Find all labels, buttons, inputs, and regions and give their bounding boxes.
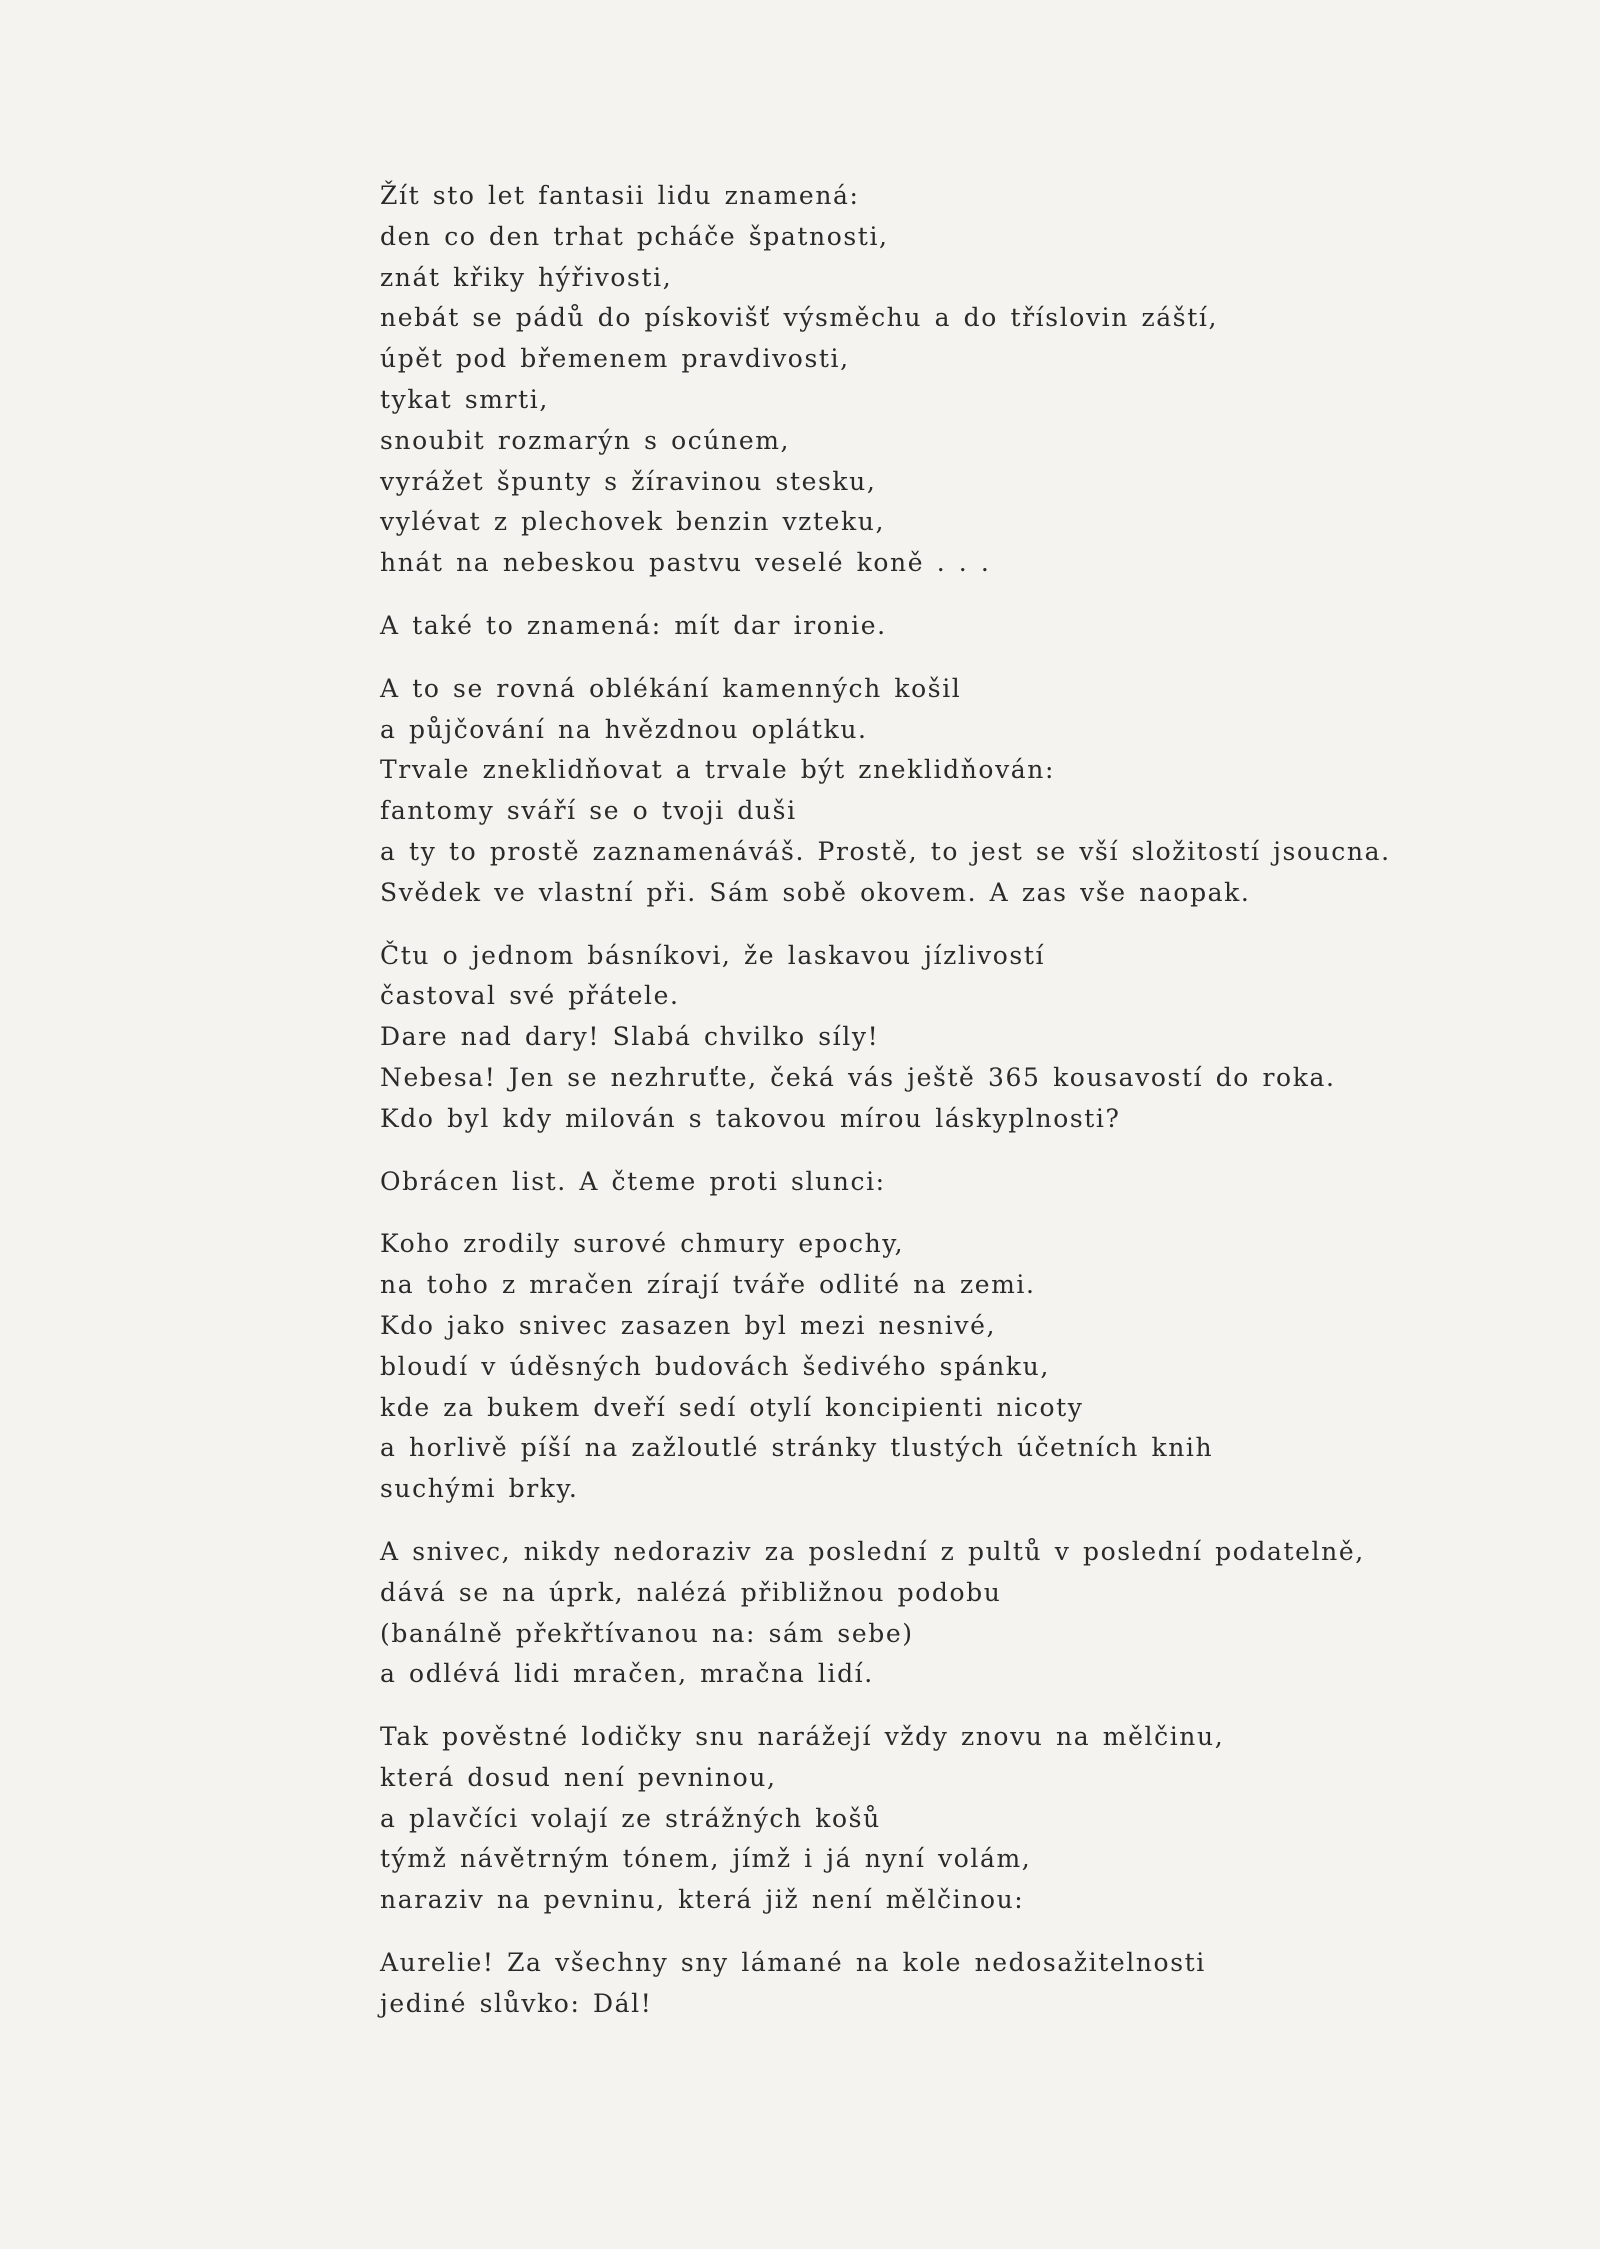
poem-line: týmž návětrným tónem, jímž i já nyní volám, xyxy=(380,1844,1032,1874)
poem-line: den co den trhat pcháče špatnosti, xyxy=(380,221,889,251)
poem-line: Obrácen list. A čteme proti slunci: xyxy=(380,1166,886,1196)
poem-line: Nebesa! Jen se nezhruťte, čeká vás ještě 365 kousavostí do roka. xyxy=(380,1062,1336,1092)
poem-line: Koho zrodily surové chmury epochy, xyxy=(380,1229,905,1259)
poem-line: dává se na úprk, nalézá přibližnou podobu xyxy=(380,1577,1002,1607)
poem-line: snoubit rozmarýn s ocúnem, xyxy=(380,425,791,455)
poem-line: znát křiky hýřivosti, xyxy=(380,262,673,292)
stanza xyxy=(380,176,1510,584)
stanza xyxy=(380,1224,1510,1510)
poem-line: Trvale zneklidňovat a trvale být zneklidňován: xyxy=(380,755,1056,785)
poem-line: A také to znamená: mít dar ironie. xyxy=(380,610,887,640)
poem-line: častoval své přátele. xyxy=(380,981,680,1011)
poem-line: Svědek ve vlastní při. Sám sobě okovem. A zas vše naopak. xyxy=(380,877,1251,907)
poem-line: fantomy sváří se o tvoji duši xyxy=(380,796,797,826)
poem-line: a ty to prostě zaznamenáváš. Prostě, to jest se vší složitostí jsoucna. xyxy=(380,836,1391,866)
poem-line: bloudí v úděsných budovách šedivého spánku, xyxy=(380,1351,1050,1381)
stanza xyxy=(380,1532,1510,1695)
poem-line: na toho z mračen zírají tváře odlité na zemi. xyxy=(380,1270,1036,1300)
poem-line: tykat smrti, xyxy=(380,384,549,414)
poem-line: (banálně překřtívanou na: sám sebe) xyxy=(380,1618,914,1648)
poem-line: naraziv na pevninu, která již není mělčinou: xyxy=(380,1885,1025,1915)
poem-line: hnát na nebeskou pastvu veselé koně . . . xyxy=(380,548,991,578)
poem-line: a horlivě píší na zažloutlé stránky tlustých účetních knih xyxy=(380,1433,1214,1463)
poem-line: Dare nad dary! Slabá chvilko síly! xyxy=(380,1022,880,1052)
poem-line: úpět pod břemenem pravdivosti, xyxy=(380,344,850,374)
poem-line: Kdo jako snivec zasazen byl mezi nesnivé, xyxy=(380,1310,997,1340)
poem-text xyxy=(380,176,1510,2047)
poem-line: vyrážet špunty s žíravinou stesku, xyxy=(380,466,877,496)
poem-line: a plavčíci volají ze strážných košů xyxy=(380,1803,881,1833)
stanza xyxy=(380,1162,1510,1203)
stanza xyxy=(380,936,1510,1140)
poem-line: suchými brky. xyxy=(380,1474,579,1504)
stanza xyxy=(380,606,1510,647)
poem-line: nebát se pádů do pískovišť výsměchu a do tříslovin záští, xyxy=(380,303,1219,333)
stanza xyxy=(380,1717,1510,1921)
poem-line: Čtu o jednom básníkovi, že laskavou jízlivostí xyxy=(380,940,1046,970)
stanza xyxy=(380,669,1510,914)
poem-line: vylévat z plechovek benzin vzteku, xyxy=(380,507,885,537)
poem-line: Tak pověstné lodičky snu narážejí vždy znovu na mělčinu, xyxy=(380,1722,1225,1752)
poem-line: Žít sto let fantasii lidu znamená: xyxy=(380,181,860,210)
poem-line: Aurelie! Za všechny sny lámané na kole nedosažitelnosti xyxy=(380,1948,1206,1978)
stanza xyxy=(380,1943,1510,2025)
poem-line: která dosud není pevninou, xyxy=(380,1762,777,1792)
poem-line: a odlévá lidi mračen, mračna lidí. xyxy=(380,1659,874,1689)
poem-line: A snivec, nikdy nedoraziv za poslední z pultů v poslední podatelně, xyxy=(380,1536,1365,1566)
poem-line: jediné slůvko: Dál! xyxy=(380,1988,653,2018)
poem-line: kde za bukem dveří sedí otylí koncipienti nicoty xyxy=(380,1392,1084,1422)
poem-line: A to se rovná oblékání kamenných košil xyxy=(380,673,962,703)
poem-line: Kdo byl kdy milován s takovou mírou láskyplnosti? xyxy=(380,1103,1121,1133)
poem-line: a půjčování na hvězdnou oplátku. xyxy=(380,714,868,744)
